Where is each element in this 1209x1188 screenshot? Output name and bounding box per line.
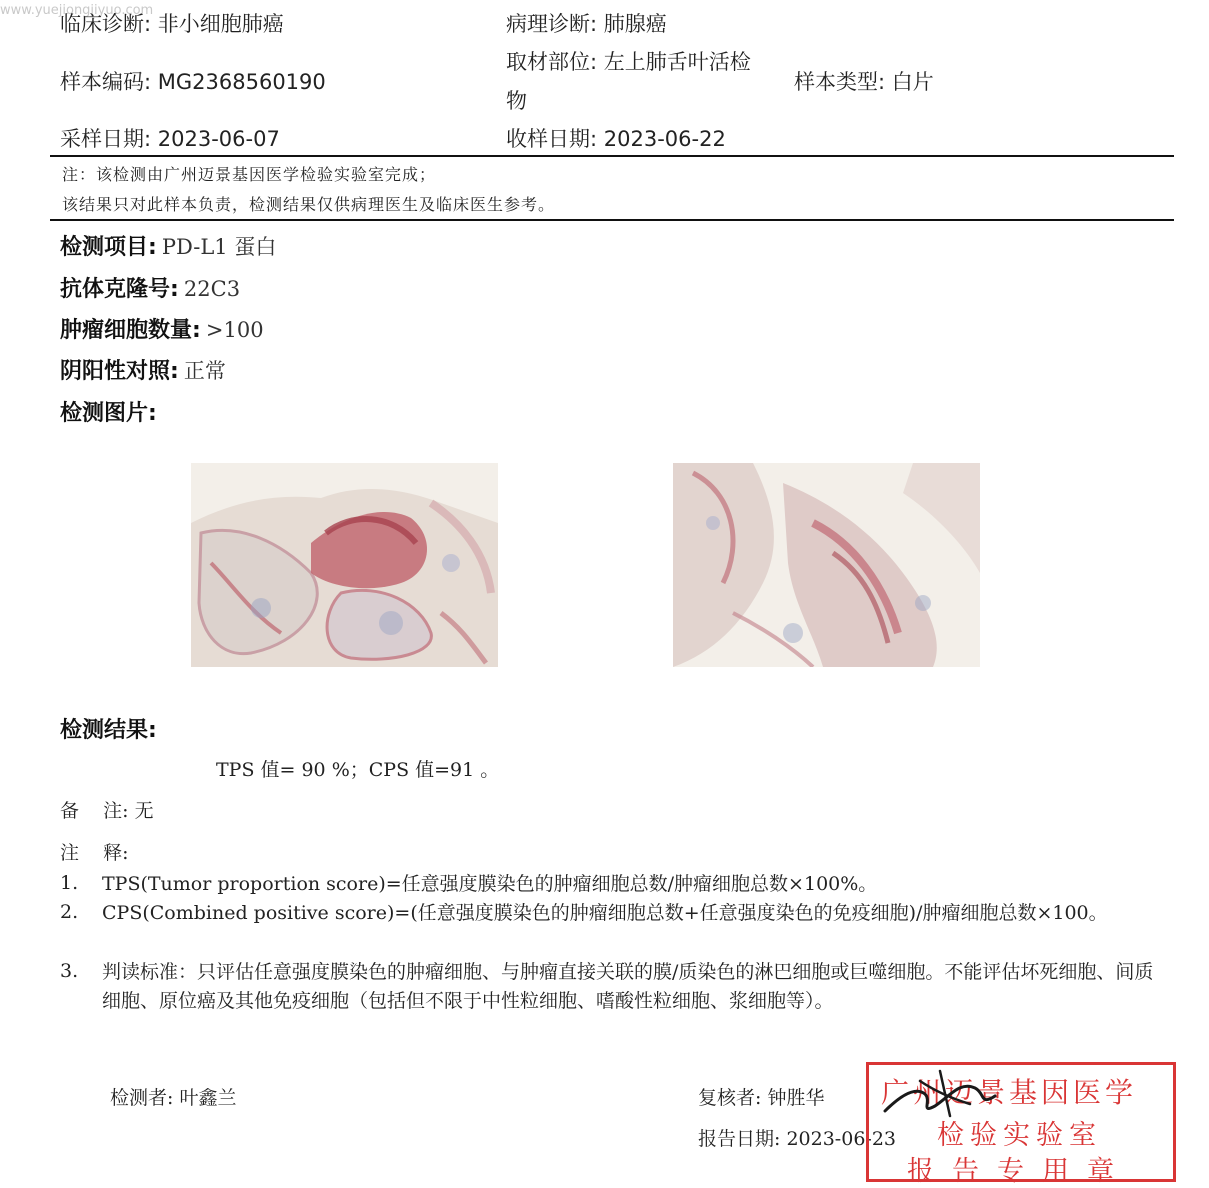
result-value: TPS 值= 90 %；CPS 值=91 。 (216, 759, 500, 781)
clinical-diagnosis-value: 非小细胞肺癌 (157, 12, 284, 36)
sample-type (794, 66, 934, 96)
explanation-1-num: 1. (60, 872, 79, 894)
antibody-clone-label: 抗体克隆号: (60, 277, 179, 302)
report-date-label: 报告日期: (698, 1128, 781, 1150)
control (60, 354, 226, 385)
test-images-label: 检测图片: (60, 401, 157, 426)
test-item (60, 230, 276, 261)
ihc-image-1 (191, 463, 498, 667)
report-date-value: 2023-06-23 (786, 1128, 896, 1150)
sampling-site-value-cont: 物 (506, 89, 527, 113)
stamp-line-1: 广州迈景基因医学 (881, 1076, 1138, 1109)
reviewer-value: 钟胜华 (767, 1087, 825, 1109)
clinical-diagnosis-label: 临床诊断: (60, 12, 152, 36)
sampling-date-value: 2023-06-07 (157, 127, 280, 151)
receipt-date-value: 2023-06-22 (603, 127, 726, 151)
sampling-site (506, 46, 751, 76)
antibody-clone-value: 22C3 (183, 277, 241, 301)
pathology-diagnosis-label: 病理诊断: (506, 12, 598, 36)
pathology-diagnosis-value: 肺腺癌 (603, 12, 667, 36)
tester-value: 叶鑫兰 (179, 1087, 237, 1109)
reviewer (698, 1083, 824, 1110)
tumor-cell-count (60, 313, 264, 344)
sample-code-label: 样本编码: (60, 70, 152, 94)
tester (110, 1083, 236, 1110)
receipt-date-label: 收样日期: (506, 127, 598, 151)
explanation-label: 注 释: (60, 842, 129, 864)
sampling-site-label: 取材部位: (506, 50, 598, 74)
handwritten-signature (880, 1066, 1000, 1126)
sample-code-value: MG2368560190 (157, 70, 326, 94)
watermark: www.yuejiongjiyuo.com (0, 3, 154, 18)
reviewer-label: 复核者: (698, 1087, 762, 1109)
remarks-value: 无 (134, 800, 154, 822)
sample-code (60, 66, 326, 96)
explanation-2-text: CPS(Combined positive score)=(任意强度膜染色的肿瘤细胞总数+任意强度染色的免疫细胞)/肿瘤细胞总数×100。 (102, 902, 1108, 924)
sampling-date-label: 采样日期: (60, 127, 152, 151)
remarks-label: 备 注: (60, 800, 129, 822)
result-label: 检测结果: (60, 718, 157, 743)
sampling-date (60, 123, 280, 153)
notice-line-2: 该结果只对此样本负责，检测结果仅供病理医生及临床医生参考。 (62, 195, 556, 214)
divider-bottom (50, 219, 1174, 221)
stamp-line-2: 检验实验室 (937, 1120, 1102, 1151)
test-item-label: 检测项目: (60, 235, 157, 260)
test-item-value: PD-L1 蛋白 (161, 235, 277, 259)
pathology-diagnosis (506, 8, 667, 38)
sampling-site-value: 左上肺舌叶活检 (603, 50, 751, 74)
explanation-3-text: 判读标准：只评估任意强度膜染色的肿瘤细胞、与肿瘤直接关联的膜/质染色的淋巴细胞或巨噬细胞。不能评估坏死细胞、间质细胞、原位癌及其他免疫细胞（包括但不限于中性粒细胞、嗜酸性粒细胞、浆细胞等）。 (102, 961, 1154, 1012)
explanation-3-num: 3. (60, 960, 79, 982)
ihc-image-2 (673, 463, 980, 667)
clinical-diagnosis (60, 8, 284, 38)
sample-type-label: 样本类型: (794, 70, 886, 94)
explanation-1-text: TPS(Tumor proportion score)=任意强度膜染色的肿瘤细胞总数/肿瘤细胞总数×100%。 (102, 873, 878, 895)
stamp-line-3: 报告专用章 (907, 1156, 1132, 1187)
tumor-cell-count-value: >100 (205, 318, 264, 342)
control-value: 正常 (183, 359, 226, 383)
tumor-cell-count-label: 肿瘤细胞数量: (60, 318, 201, 343)
receipt-date (506, 123, 726, 153)
antibody-clone (60, 272, 240, 303)
divider-top (50, 155, 1174, 157)
control-label: 阴阳性对照: (60, 359, 179, 384)
remarks (60, 796, 154, 823)
explanation-2-num: 2. (60, 901, 79, 923)
sample-type-value: 白片 (891, 70, 934, 94)
notice-line-1: 注：该检测由广州迈景基因医学检验实验室完成； (62, 165, 437, 184)
tester-label: 检测者: (110, 1087, 174, 1109)
